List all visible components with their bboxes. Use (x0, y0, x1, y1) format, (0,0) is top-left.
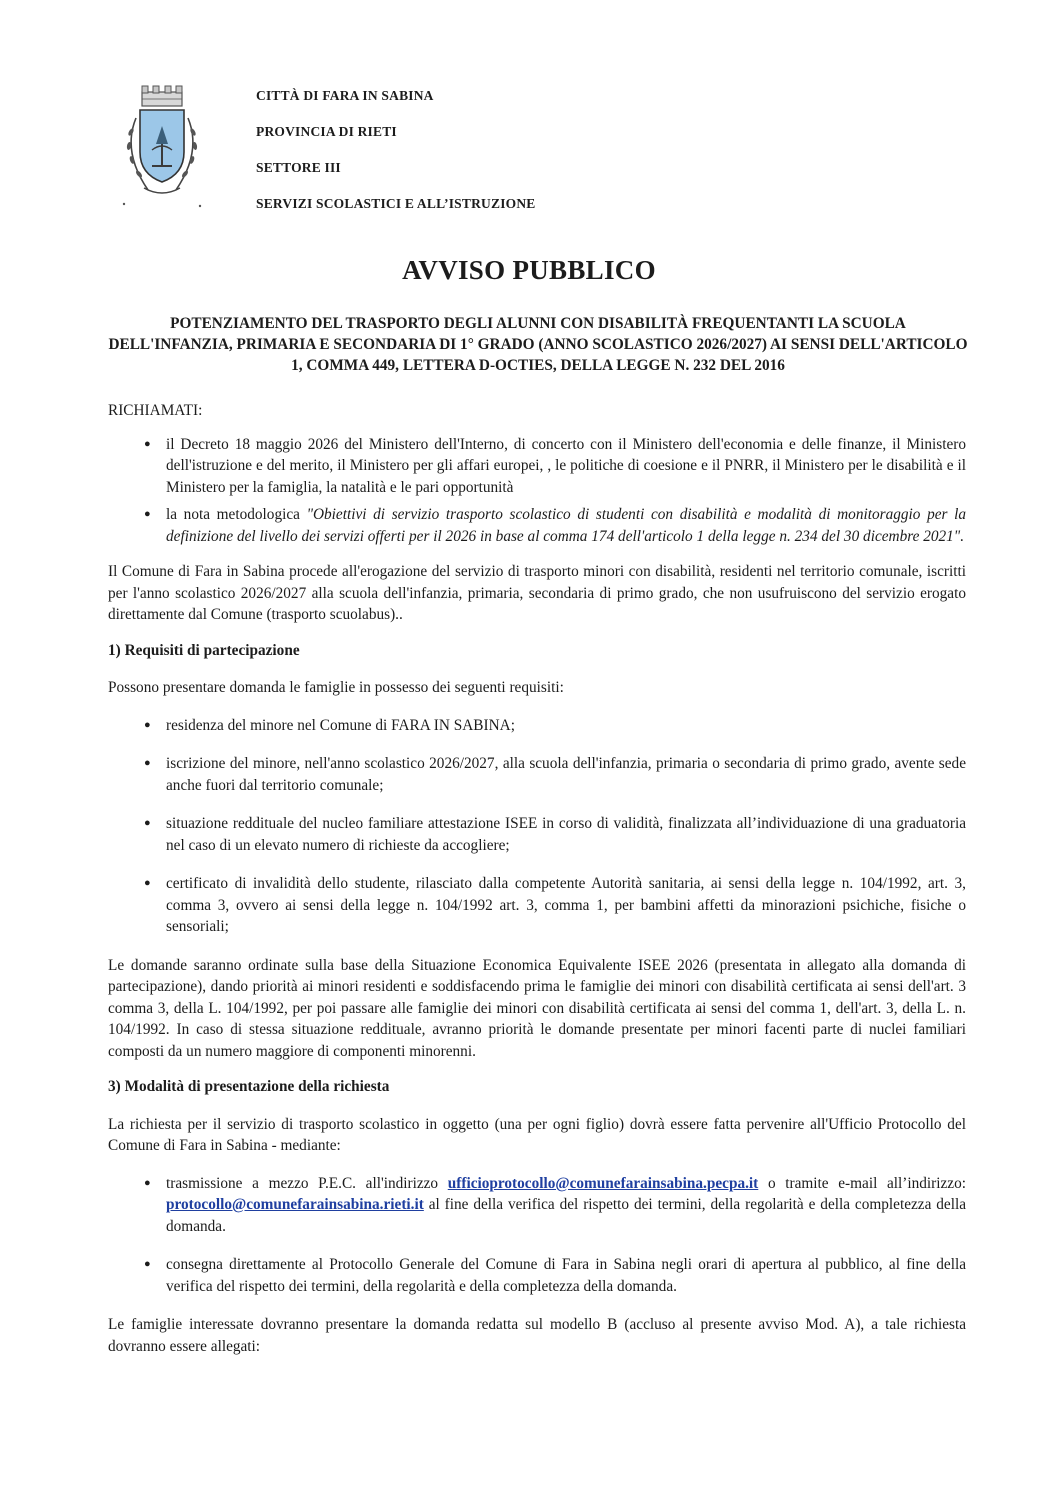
section-3-lead: La richiesta per il servizio di trasporto scolastico in oggetto (una per ogni figlio) dovrà essere fatta pervenire all'Ufficio Protocollo del Comune di Fara in Sabina - mediante: (108, 1115, 966, 1154)
list-item: ● la nota metodologica "Obiettivi di servizio trasporto scolastico di studenti con disabilità e modalità di monitoraggio per la definizione del livello dei servizi offerti per il 2026 in base al comma 174 dell'articolo 1 della legge n. 234 del 30 dicembre 2021". (144, 506, 966, 545)
list-item: ● iscrizione del minore, nell'anno scolastico 2026/2027, alla scuola dell'infanzia, primaria o secondaria di primo grado, avente sede anche fuori dal territorio comunale; (144, 755, 966, 794)
bullet-icon: ● (144, 437, 151, 450)
list-item: ● trasmissione a mezzo P.E.C. all'indirizzo ufficioprotocollo@comunefarainsabina.pecpa.it o tramite e-mail all’indirizzo: protocollo@comunefarainsabina.rieti.it al fine della verifica del rispetto dei termini, della regolarità e della completezza della domanda. (144, 1174, 966, 1235)
submission-list (108, 1173, 966, 1298)
list-item: ● residenza del minore nel Comune di FARA IN SABINA; (108, 715, 966, 737)
richiamati-label: RICHIAMATI: (108, 402, 203, 419)
list-item: ● certificato di invalidità dello studente, rilasciato dalla competente Autorità sanitaria, ai sensi della legge n. 104/1992, art. 3, comma 3, ovvero ai sensi della legge n. 104/1992 art. 3, comma 1, per bambini affetti da minorazioni psichiche, fisiche o sensoriali; (144, 875, 966, 935)
bullet-icon: ● (144, 757, 151, 769)
section-1-lead: Possono presentare domanda le famiglie in possesso dei seguenti requisiti: (108, 679, 564, 696)
header-line-service: SERVIZI SCOLASTICI E ALL’ISTRUZIONE (256, 196, 536, 211)
issuer-header (256, 88, 536, 232)
requirements-list (108, 715, 966, 938)
bullet-icon: ● (144, 1258, 151, 1270)
bullet-icon: ● (144, 718, 151, 731)
coat-of-arms-icon (112, 82, 212, 210)
bullet-icon: ● (144, 817, 151, 829)
section-1-heading: 1) Requisiti di partecipazione (108, 641, 300, 659)
email-address-link[interactable]: protocollo@comunefarainsabina.rieti.it (166, 1196, 424, 1213)
intro-paragraph: Il Comune di Fara in Sabina procede all'erogazione del servizio di trasporto minori con disabilità, residenti nel territorio comunale, iscritti per l'anno scolastico 2026/2027 alla scuola dell'infanzia, primaria, secondaria di primo grado, che non usufruiscono del servizio erogato direttamente dal Comune (trasporto scuolabus).. (108, 563, 966, 623)
closing-paragraph: Le famiglie interessate dovranno presentare la domanda redatta sul modello B (accluso al presente avviso Mod. A), a tale richiesta dovranno essere allegati: (108, 1316, 966, 1355)
document-title: AVVISO PUBBLICO (402, 255, 656, 285)
header-line-province: PROVINCIA DI RIETI (256, 124, 397, 139)
header-line-city: CITTÀ DI FARA IN SABINA (256, 88, 434, 103)
document-subtitle: POTENZIAMENTO DEL TRASPORTO DEGLI ALUNNI CON DISABILITÀ FREQUENTANTI LA SCUOLA DELL'INFANZIA, PRIMARIA E SECONDARIA DI 1° GRADO (ANNO SCOLASTICO 2026/2027) AI SENSI DELL'ARTICOLO 1, COMMA 449, LETTERA D-OCTIES, DELLA LEGGE N. 232 DEL 2016 (108, 315, 968, 374)
bullet-icon: ● (144, 508, 151, 520)
document-body (108, 400, 966, 1357)
ranking-paragraph: Le domande saranno ordinate sulla base della Situazione Economica Equivalente ISEE 2026 (presentata in allegato alla domanda di partecipazione), dando priorità ai minori residenti e soddisfacendo prima le famiglie dei minori con disabilità certificata ai sensi dell'art. 3 comma 3, della L. 104/1992, per poi passare alle famiglie dei minori con disabilità certificata ai sensi del comma 1, dell'art. 3, della L. n. 104/1992. In caso di stessa situazione reddituale, avranno priorità le domande presentate per minori facenti parte di nuclei familiari composti da un numero maggiore di componenti minorenni. (108, 956, 966, 1060)
richiamati-list (108, 434, 966, 548)
list-item: ● il Decreto 18 maggio 2026 del Ministero dell'Interno, di concerto con il Ministero dell'economia e delle finanze, il Ministero dell'istruzione e del merito, il Ministero per gli affari europei, , le politiche di coesione e il PNRR, il Ministero per le disabilità e il Ministero per la famiglia, la natalità e le pari opportunità (144, 435, 966, 496)
header-line-sector: SETTORE III (256, 160, 341, 175)
section-3-heading: 3) Modalità di presentazione della richiesta (108, 1078, 390, 1095)
bullet-icon: ● (144, 1176, 151, 1189)
list-item: ● situazione reddituale del nucleo familiare attestazione ISEE in corso di validità, finalizzata all’individuazione di una graduatoria nel caso di un elevato numero di richieste da accogliere; (144, 815, 966, 854)
bullet-icon: ● (144, 877, 151, 889)
list-item: ● consegna direttamente al Protocollo Generale del Comune di Fara in Sabina negli orari di apertura al pubblico, al fine della verifica del rispetto dei termini, della regolarità e della completezza della domanda. (144, 1256, 966, 1295)
pec-address-link[interactable]: ufficioprotocollo@comunefarainsabina.pecpa.it (447, 1174, 759, 1192)
